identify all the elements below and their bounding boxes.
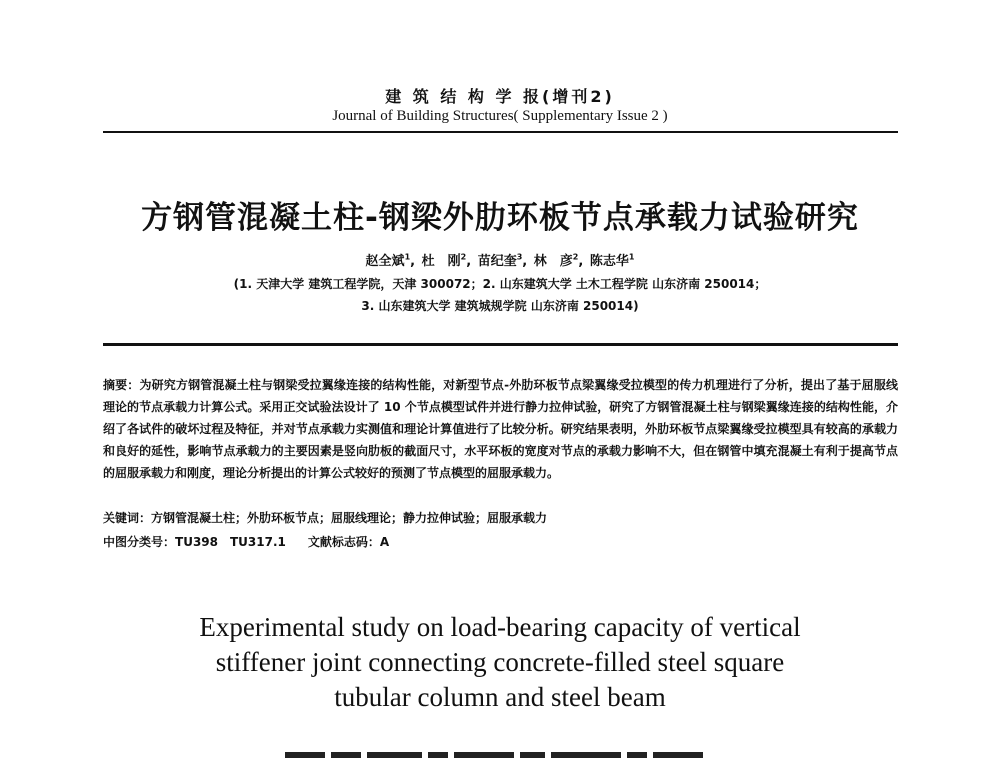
author-separator: , bbox=[466, 254, 472, 269]
author bbox=[422, 250, 472, 269]
classification-codes: TU398 TU317.1 bbox=[175, 535, 286, 549]
journal-name-cn: 建 筑 结 构 学 报(增刊2) bbox=[385, 87, 615, 106]
document-code: A bbox=[379, 535, 390, 549]
title-en-line: stiffener joint connecting concrete-filled steel square bbox=[215, 647, 785, 677]
header-rule bbox=[103, 131, 898, 133]
document-code-label: 文献标志码： bbox=[307, 535, 380, 549]
keywords bbox=[103, 509, 898, 526]
abstract-text: 为研究方钢管混凝土柱与钢梁受拉翼缘连接的结构性能，对新型节点-外肋环板节点梁翼缘受拉模型的传力机理进行了分析，提出了基于屈服线理论的节点承载力计算公式。采用正交试验法设计了 10 个节点模型试件并进行静力拉伸试验，研究了方钢管混凝土柱与钢梁翼缘连接的结构性能，介绍了各试件的破坏过程及特征，并对节点承载力实测值和理论计算值进行了比较分析。研究结果表明，外肋环板节点梁翼缘受拉模型具有较高的承载力和良好的延性，影响节点承载力的主要因素是竖向肋板的截面尺寸，水平环板的宽度对节点的承载力影响不大，但在钢管中填充混凝土有利于提高节点的屈服承载力和刚度，理论分析提出的计算公式较好的预测了节点模型的屈服承载力。 bbox=[103, 378, 898, 480]
title-en-line: tubular column and steel beam bbox=[334, 682, 666, 712]
abstract-label: 摘要： bbox=[103, 378, 140, 392]
author-name: 陈志华 bbox=[589, 254, 629, 269]
author-list bbox=[0, 250, 1000, 269]
author-separator: , bbox=[522, 254, 528, 269]
keywords-text: 方钢管混凝土柱；外肋环板节点；屈服线理论；静力拉伸试验；屈服承载力 bbox=[151, 511, 548, 525]
author-affiliation-mark: 1 bbox=[404, 252, 411, 262]
affiliation-line-2: 3. 山东建筑大学 建筑城规学院 山东济南 250014) bbox=[361, 299, 639, 313]
author bbox=[590, 250, 635, 269]
classification-label: 中图分类号： bbox=[103, 535, 176, 549]
author-affiliation-mark: 2 bbox=[572, 252, 579, 262]
author-affiliation-mark: 1 bbox=[628, 252, 635, 262]
affiliation-line-1: (1. 天津大学 建筑工程学院，天津 300072；2. 山东建筑大学 土木工程学院 山东济南 250014； bbox=[233, 277, 767, 291]
classification bbox=[103, 533, 898, 550]
author-name: 赵全斌 bbox=[365, 254, 405, 269]
author-name: 杜 刚 bbox=[421, 254, 461, 269]
keywords-label: 关键词： bbox=[103, 511, 152, 525]
title-en-line: Experimental study on load-bearing capacity of vertical bbox=[199, 612, 801, 642]
author-affiliation-mark: 3 bbox=[516, 252, 523, 262]
author-separator: , bbox=[410, 254, 416, 269]
cropped-text-line bbox=[285, 752, 715, 760]
paper-title-cn: 方钢管混凝土柱-钢梁外肋环板节点承载力试验研究 bbox=[141, 200, 859, 236]
author bbox=[534, 250, 584, 269]
author bbox=[478, 250, 528, 269]
paper-title-en bbox=[0, 610, 1000, 715]
author-name: 林 彦 bbox=[533, 254, 573, 269]
journal-name-en: Journal of Building Structures( Supplementary Issue 2 ) bbox=[332, 108, 668, 124]
author bbox=[366, 250, 416, 269]
abstract bbox=[103, 374, 898, 484]
author-affiliation-mark: 2 bbox=[460, 252, 467, 262]
section-rule bbox=[103, 343, 898, 346]
author-name: 苗纪奎 bbox=[477, 254, 517, 269]
author-separator: , bbox=[578, 254, 584, 269]
